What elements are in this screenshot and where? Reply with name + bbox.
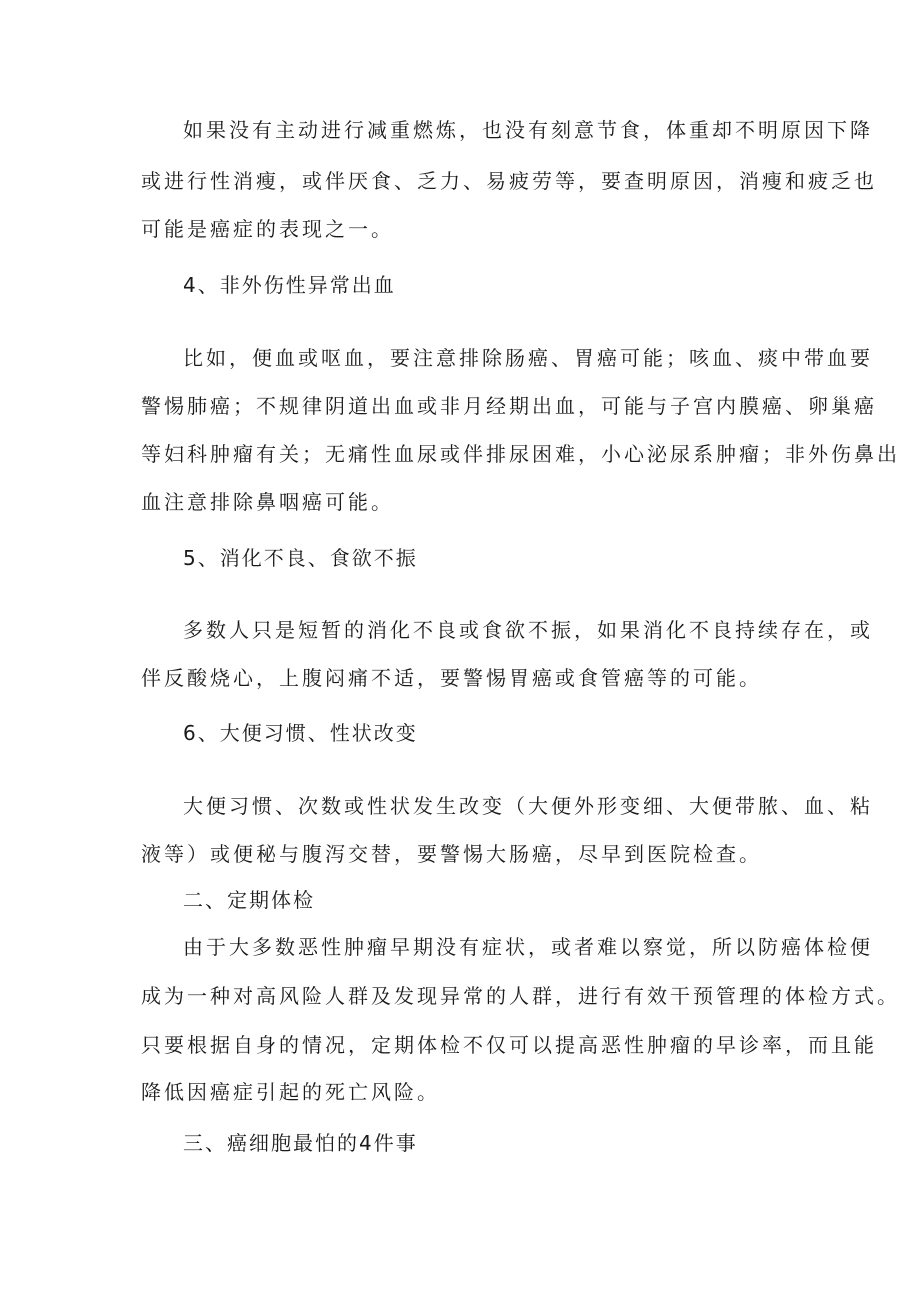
- section-heading: 5、消化不良、食欲不振: [183, 546, 418, 570]
- paragraph-line: 可能是癌症的表现之一。: [141, 217, 394, 241]
- section-heading: 6、大便习惯、性状改变: [183, 721, 418, 745]
- paragraph-line: 由于大多数恶性肿瘤早期没有症状，或者难以察觉，所以防癌体检便: [183, 935, 873, 959]
- section-heading: 二、定期体检: [183, 888, 315, 912]
- section-heading: 4、非外伤性异常出血: [183, 273, 396, 297]
- paragraph-line: 液等）或便秘与腹泻交替，要警惕大肠癌，尽早到医院检查。: [141, 842, 762, 866]
- paragraph-line: 成为一种对高风险人群及发现异常的人群，进行有效干预管理的体检方式。: [141, 984, 900, 1008]
- paragraph-line: 只要根据自身的情况，定期体检不仅可以提高恶性肿瘤的早诊率，而且能: [141, 1033, 877, 1057]
- paragraph-line: 血注意排除鼻咽癌可能。: [141, 490, 394, 514]
- paragraph-line: 比如，便血或呕血，要注意排除肠癌、胃癌可能；咳血、痰中带血要: [183, 346, 873, 370]
- paragraph-line: 或进行性消瘦，或伴厌食、乏力、易疲劳等，要查明原因，消瘦和疲乏也: [141, 169, 877, 193]
- paragraph-line: 伴反酸烧心，上腹闷痛不适，要警惕胃癌或食管癌等的可能。: [141, 666, 762, 690]
- paragraph-line: 如果没有主动进行减重燃炼，也没有刻意节食，体重却不明原因下降: [183, 118, 873, 142]
- paragraph-line: 大便习惯、次数或性状发生改变（大便外形变细、大便带脓、血、粘: [183, 794, 873, 818]
- paragraph-line: 降低因癌症引起的死亡风险。: [141, 1080, 440, 1104]
- paragraph-line: 等妇科肿瘤有关；无痛性血尿或伴排尿困难，小心泌尿系肿瘤；非外伤鼻出: [141, 442, 900, 466]
- paragraph-line: 多数人只是短暂的消化不良或食欲不振，如果消化不良持续存在，或: [183, 618, 873, 642]
- paragraph-line: 警惕肺癌；不规律阴道出血或非月经期出血，可能与子宫内膜癌、卵巢癌: [141, 394, 877, 418]
- section-heading: 三、癌细胞最怕的4件事: [183, 1131, 418, 1155]
